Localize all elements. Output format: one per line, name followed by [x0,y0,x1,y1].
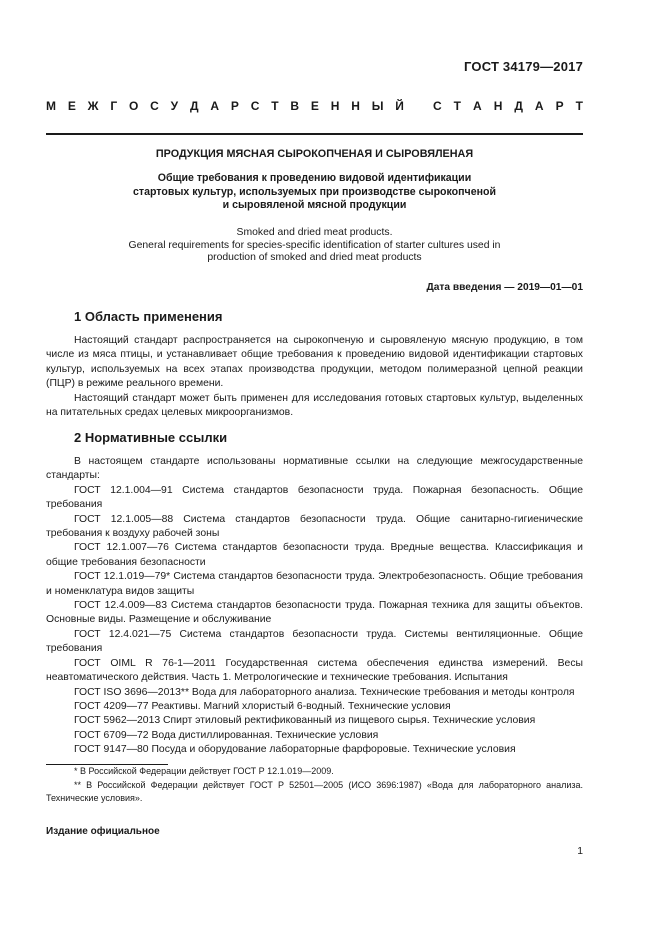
reference-item: ГОСТ 12.4.021—75 Система стандартов безопасности труда. Системы вентиляционные. Общие требования [46,628,583,655]
header-divider [46,133,583,135]
reference-item: ГОСТ 12.1.019—79* Система стандартов безопасности труда. Электробезопасность. Общие требования и номенклатура видов защиты [46,571,583,597]
banner-letter: У [170,99,179,113]
banner-letter: Р [230,99,239,113]
reference-item: ГОСТ 12.1.007—76 Система стандартов безопасности труда. Вредные вещества. Классификация и общие требования безопасности [46,542,583,568]
banner-letter: А [473,99,482,113]
document-title: ПРОДУКЦИЯ МЯСНАЯ СЫРОКОПЧЕНАЯ И СЫРОВЯЛЕНАЯ [155,148,474,160]
paragraph: Настоящий стандарт может быть применен для исследования готовых стартовых культур, выделенных на питательных средах целевых микроорганизмов. [46,392,583,419]
banner-letter: Т [575,99,583,113]
banner-letter: А [534,99,544,113]
banner-letter: С [250,99,260,113]
reference-item: ГОСТ OIML R 76-1—2011 Государственная система обеспечения единства измерений. Весы неавтоматического действия. Часть 1. Метрологические и технические требования. Испытания [46,657,583,684]
interstate-word [46,99,404,113]
paragraph: В настоящем стандарте использованы нормативные ссылки на следующие межгосударственные стандарты: [46,456,583,482]
reference-item: ГОСТ 4209—77 Реактивы. Магний хлористый 6-водный. Технические условия [74,700,451,712]
footnote: * В Российской Федерации действует ГОСТ Р 12.1.019—2009. [74,766,334,776]
banner-letter: Ж [87,99,99,113]
banner-letter: М [46,99,56,113]
subtitle-en-line: General requirements for species-specific identification of starter cultures used in [128,239,501,251]
banner-letter: Н [351,99,360,113]
section-references-body [46,455,583,758]
banner-letter: Р [555,99,564,113]
banner-letter: Н [493,99,503,113]
section-scope-body [46,334,583,420]
banner-letter: Е [310,99,319,113]
banner-letter: Д [514,99,523,113]
section-heading-scope: 1 Область применения [74,309,223,324]
reference-item: ГОСТ 12.4.009—83 Система стандартов безопасности труда. Пожарная техника для защиты объектов. Основные виды. Размещение и обслуживание [46,600,583,626]
banner-letter: Т [453,99,462,113]
subtitle-ru-line: Общие требования к проведению видовой идентификации [157,172,472,184]
introduction-date: Дата введения — 2019—01—01 [426,282,583,293]
subtitle-en-line: Smoked and dried meat products. [236,227,393,238]
reference-item: ГОСТ 9147—80 Посуда и оборудование лабораторные фарфоровые. Технические условия [74,744,516,756]
section-heading-normative-references: 2 Нормативные ссылки [74,430,228,445]
banner-letter: Н [330,99,340,113]
banner-letter: О [129,99,139,113]
subtitle-english [86,227,543,265]
banner-letter: С [433,99,442,113]
interstate-standard-banner [46,99,583,113]
paragraph: Настоящий стандарт распространяется на сырокопченую и сыровяленую мясную продукцию, в том числе из мяса птицы, и устанавливает общие требования к проведению видовой идентификации стартовых культур, используемых на всех этапах производства продукции, методом полимеразной цепной реакции (ПЦР) в режиме реального времени. [46,335,583,390]
banner-letter: В [290,99,300,113]
standard-code: ГОСТ 34179—2017 [464,59,583,74]
document-page [46,0,583,936]
banner-letter: Й [395,99,404,113]
official-edition-label: Издание официальное [46,826,160,837]
subtitle-russian [106,172,523,213]
page-number: 1 [577,846,583,857]
footnote: ** В Российской Федерации действует ГОСТ Р 52501—2005 (ИСО 3696:1987) «Вода для лабораторного анализа. Технические условия». [46,779,583,803]
reference-item: ГОСТ ISO 3696—2013** Вода для лабораторного анализа. Технические требования и методы контроля [74,686,575,698]
banner-letter: Д [189,99,199,113]
subtitle-ru-line: и сыровяленой мясной продукции [222,199,407,211]
banner-letter: С [150,99,159,113]
standard-word [433,99,583,113]
subtitle-en-line: production of smoked and dried meat products [207,252,422,264]
reference-item: ГОСТ 6709—72 Вода дистиллированная. Технические условия [74,729,379,741]
banner-letter: Т [271,99,279,113]
subtitle-ru-line: стартовых культур, используемых при производстве сырокопченой [133,185,496,198]
reference-item: ГОСТ 5962—2013 Спирт этиловый ректификованный из пищевого сырья. Технические условия [74,715,536,727]
banner-letter: Е [67,99,76,113]
footnotes [46,765,583,806]
reference-item: ГОСТ 12.1.005—88 Система стандартов безопасности труда. Общие санитарно-гигиенические требования к воздуху рабочей зоны [46,513,583,540]
banner-letter: Ы [371,99,384,113]
banner-letter: А [210,99,220,113]
banner-letter: Г [110,99,118,113]
reference-item: ГОСТ 12.1.004—91 Система стандартов безопасности труда. Пожарная безопасность. Общие требования [46,484,583,511]
